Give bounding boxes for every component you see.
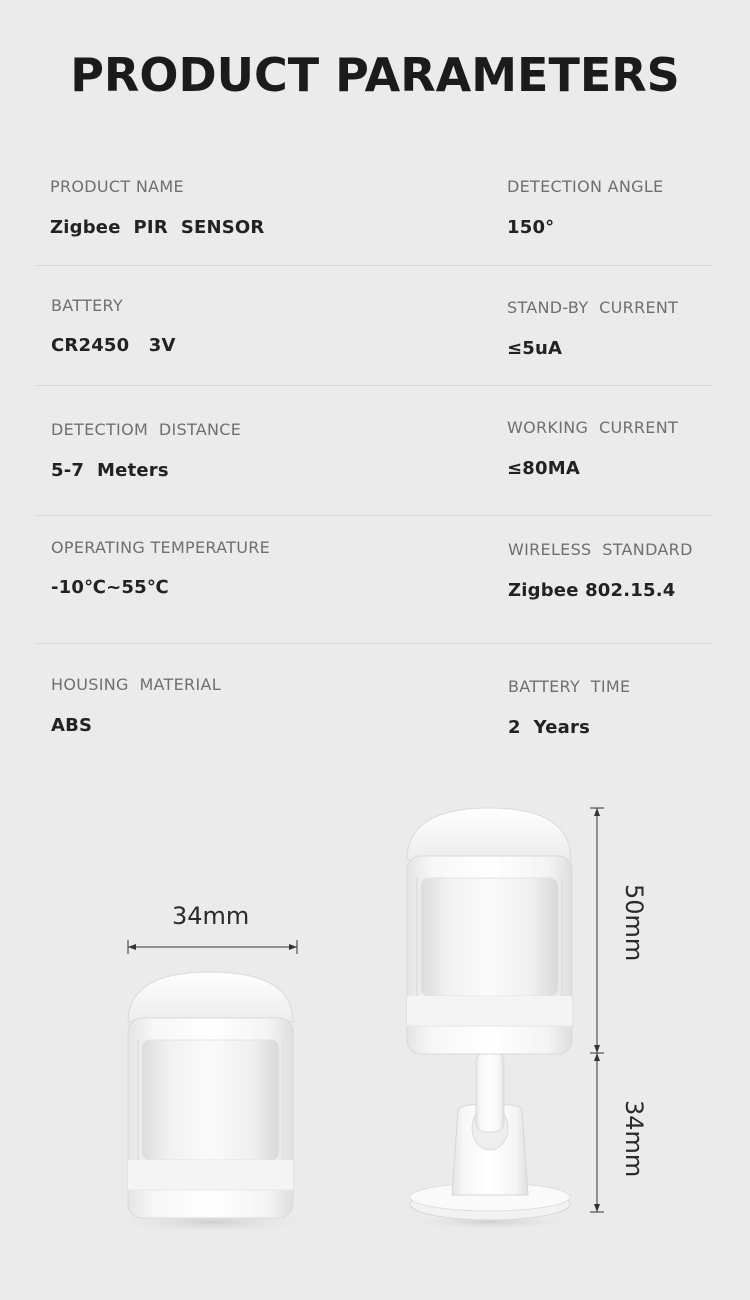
param-value-working-current: ≤80MA (507, 458, 580, 479)
height-top-dimension-label: 50mm (620, 884, 648, 962)
param-label-housing-material: HOUSING MATERIAL (51, 675, 221, 694)
width-dimension-line (128, 940, 297, 954)
row-divider (37, 643, 713, 644)
param-label-wireless-standard: WIRELESS STANDARD (508, 540, 693, 559)
param-value-battery-time: 2 Years (508, 717, 590, 738)
row-divider (37, 515, 713, 516)
row-divider (37, 265, 713, 266)
width-dimension-label: 34mm (172, 902, 250, 930)
param-label-working-current: WORKING CURRENT (507, 418, 679, 437)
param-label-detection-distance: DETECTIOM DISTANCE (51, 420, 242, 439)
height-bottom-dimension-label: 34mm (620, 1100, 648, 1178)
param-value-housing-material: ABS (51, 715, 93, 736)
param-label-operating-temperature: OPERATING TEMPERATURE (51, 538, 271, 557)
param-label-detection-angle: DETECTION ANGLE (507, 177, 664, 196)
product-illustration (0, 760, 750, 1300)
height-dimension-line (590, 808, 604, 1212)
sensor-with-stand (400, 808, 580, 1230)
param-label-standby-current: STAND-BY CURRENT (507, 298, 679, 317)
param-label-battery: BATTERY (51, 296, 124, 315)
row-divider (37, 385, 713, 386)
param-value-battery: CR2450 3V (51, 335, 176, 356)
param-value-product-name: Zigbee PIR SENSOR (50, 217, 265, 238)
page-title: PRODUCT PARAMETERS (70, 48, 680, 102)
param-value-standby-current: ≤5uA (507, 338, 563, 359)
param-value-operating-temperature: -10℃~55℃ (51, 577, 169, 598)
param-label-battery-time: BATTERY TIME (508, 677, 631, 696)
param-value-detection-angle: 150° (507, 217, 555, 238)
param-value-detection-distance: 5-7 Meters (51, 460, 169, 481)
param-label-product-name: PRODUCT NAME (50, 177, 184, 196)
sensor-front-view (107, 972, 317, 1234)
param-value-wireless-standard: Zigbee 802.15.4 (508, 580, 676, 601)
